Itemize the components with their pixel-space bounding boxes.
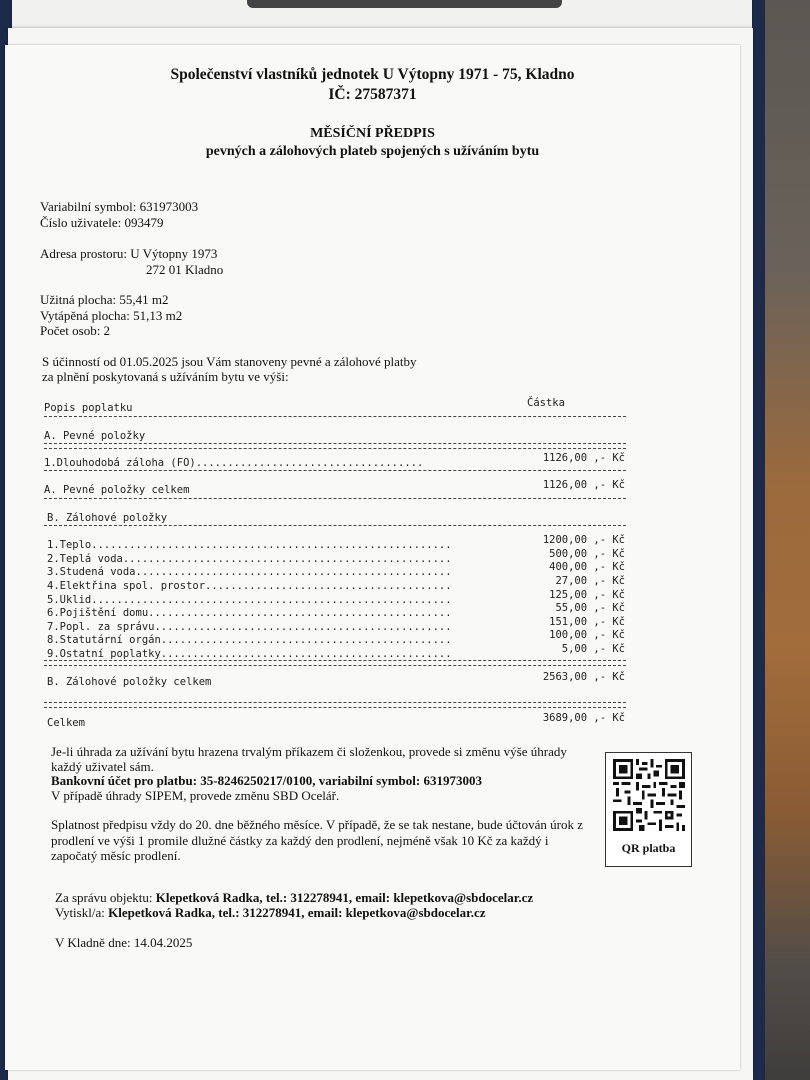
total-label: Celkem <box>47 717 85 729</box>
qr-code-icon <box>613 759 685 831</box>
due-note-line: prodlení ve výši 1 promile dlužné částky za každý den prodlení, nejméně však 10 Kč za každý i <box>51 833 549 848</box>
divider <box>44 525 626 526</box>
table-row-amount: 151,00 ,- Kč <box>549 616 625 628</box>
manager-contact: Klepetková Radka, tel.: 312278941, email: klepetkova@sbdocelar.cz <box>155 890 534 905</box>
due-note-line: Splatnost předpisu vždy do 20. dne běžného měsíce. V případě, že se tak nestane, bude účtován úrok z <box>51 817 584 832</box>
heated-area: Vytápěná plocha: 51,13 m2 <box>40 308 183 323</box>
table-row-label: 3.Studená voda.................................................. <box>47 566 452 578</box>
manager-line <box>55 890 533 906</box>
printed-by-contact: Klepetková Radka, tel.: 312278941, email: klepetkova@sbdocelar.cz <box>108 905 486 920</box>
section-a-total: 1126,00 ,- Kč <box>542 479 625 491</box>
effective-text-2: za plnění poskytovaná s užíváním bytu ve výši: <box>42 369 289 384</box>
table-row-label: 7.Popl. za správu............................................... <box>47 621 452 633</box>
table-row-amount: 55,00 ,- Kč <box>555 602 625 614</box>
divider <box>44 665 626 666</box>
section-a-title: A. Pevné položky <box>44 430 146 442</box>
doc-title: MĚSÍČNÍ PŘEDPIS <box>310 126 435 141</box>
table-row-amount: 125,00 ,- Kč <box>549 589 625 601</box>
doc-subtitle: pevných a zálohových plateb spojených s užíváním bytu <box>205 144 540 159</box>
org-name: Společenství vlastníků jednotek U Výtopny 1971 - 75, Kladno <box>170 66 575 83</box>
divider <box>44 707 626 708</box>
clip <box>247 0 562 8</box>
divider <box>44 443 626 444</box>
divider <box>44 660 626 661</box>
note-line: V případě úhrady SIPEM, provede změnu SBD Ocelář. <box>51 788 340 803</box>
usable-area: Užitná plocha: 55,41 m2 <box>40 292 169 307</box>
table-row-amount: 500,00 ,- Kč <box>549 548 625 560</box>
bank-account-line: Bankovní účet pro platbu: 35-8246250217/0100, variabilní symbol: 631973003 <box>51 773 482 788</box>
variable-symbol: Variabilní symbol: 631973003 <box>40 199 199 214</box>
qr-payment-box <box>605 752 692 867</box>
table-row-label: 5.Úklid......................................................... <box>47 594 452 606</box>
section-b-total: 2563,00 ,- Kč <box>542 671 625 683</box>
qr-label: QR platba <box>621 841 676 855</box>
table-row-amount: 1200,00 ,- Kč <box>542 534 625 546</box>
document <box>5 45 740 1070</box>
grand-total: 3689,00 ,- Kč <box>542 712 625 724</box>
table-row-label: 1.Teplo......................................................... <box>47 539 452 551</box>
ic-number: IČ: 27587371 <box>328 86 417 103</box>
divider <box>44 702 626 703</box>
table-row-label: 8.Statutární orgán.............................................. <box>47 634 452 646</box>
table-row-label: 9.Ostatní poplatky.............................................. <box>47 648 452 660</box>
document-sheet <box>5 45 740 1070</box>
effective-text-1: S účinností od 01.05.2025 jsou Vám stanoveny pevné a zálohové platby <box>42 354 417 369</box>
table-row-label: 2.Teplá voda.................................................... <box>47 553 452 565</box>
table-row-label: 4.Elektřina spol. prostor....................................... <box>47 580 452 592</box>
printed-by-label: Vytiskl/a: <box>55 905 109 920</box>
address-line2: 272 01 Kladno <box>146 262 224 277</box>
note-line: Je-li úhrada za užívání bytu hrazena trvalým příkazem či složenkou, provede si změnu výše úhrady <box>51 744 567 759</box>
section-b-title: B. Zálohové položky <box>47 512 168 524</box>
section-b-total-label: B. Zálohové položky celkem <box>47 676 212 688</box>
note-line: každý uživatel sám. <box>51 759 154 774</box>
col-header-amount: Částka <box>527 397 565 409</box>
divider <box>44 470 626 471</box>
table-row-amount: 27,00 ,- Kč <box>555 575 625 587</box>
persons-count: Počet osob: 2 <box>40 323 111 338</box>
divider <box>44 448 626 449</box>
table-row-amount: 5,00 ,- Kč <box>561 643 625 655</box>
manager-label: Za správu objektu: <box>55 890 156 905</box>
printed-by-line <box>55 905 486 921</box>
address-line1: Adresa prostoru: U Výtopny 1973 <box>40 246 218 261</box>
table-row-amount: 400,00 ,- Kč <box>549 561 625 573</box>
table-row-amount: 100,00 ,- Kč <box>549 629 625 641</box>
user-number: Číslo uživatele: 093479 <box>40 215 164 230</box>
date-line: V Kladně dne: 14.04.2025 <box>55 935 193 950</box>
section-a-total-label: A. Pevné položky celkem <box>44 484 190 496</box>
table-row-label: 6.Pojištění domu................................................ <box>47 607 452 619</box>
divider <box>44 498 626 499</box>
table-row-label: 1.Dlouhodobá záloha (FO).................................... <box>44 457 424 469</box>
table-row-amount: 1126,00 ,- Kč <box>542 452 625 464</box>
col-header-description: Popis poplatku <box>44 402 133 414</box>
due-note-line: započatý měsíc prodlení. <box>51 848 181 863</box>
divider <box>44 416 626 417</box>
